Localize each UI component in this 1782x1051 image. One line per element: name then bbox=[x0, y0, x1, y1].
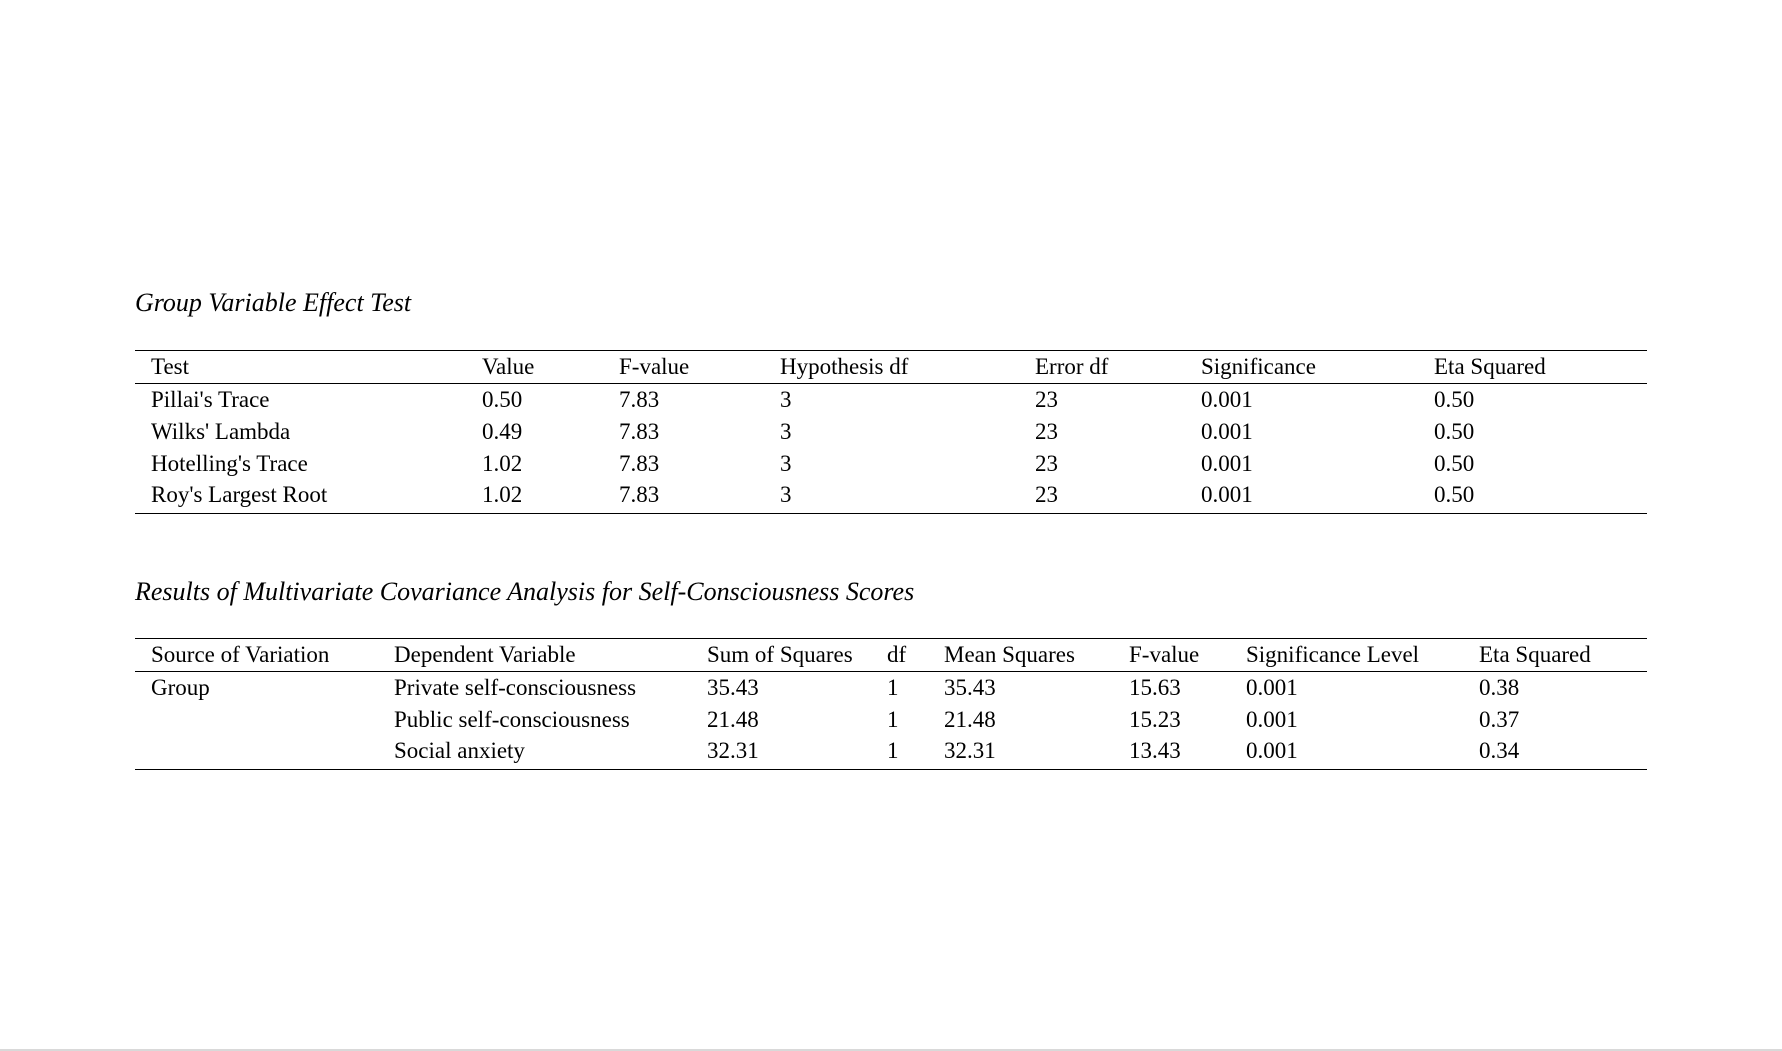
table-cell: 0.50 bbox=[1434, 387, 1475, 412]
table-cell: 1 bbox=[871, 736, 928, 770]
table-cell: 0.37 bbox=[1479, 707, 1520, 732]
table-cell: 0.001 bbox=[1230, 736, 1463, 770]
table-cell: 7.83 bbox=[619, 419, 660, 444]
covariance-analysis-table bbox=[135, 638, 1647, 770]
table-cell: 0.50 bbox=[482, 387, 523, 412]
column-header-sum-of-squares: Sum of Squares bbox=[691, 639, 871, 672]
table-cell: 1.02 bbox=[466, 480, 603, 514]
table-row bbox=[135, 448, 1647, 480]
table-cell: 15.63 bbox=[1129, 675, 1181, 700]
table-cell: Social anxiety bbox=[378, 736, 691, 770]
table-cell: 7.83 bbox=[619, 387, 660, 412]
table-row bbox=[135, 480, 1647, 514]
table-cell: 0.38 bbox=[1479, 675, 1520, 700]
column-header-source-of-variation: Source of Variation bbox=[135, 639, 378, 672]
table-title-group-effect: Group Variable Effect Test bbox=[135, 288, 412, 317]
table-cell: 35.43 bbox=[944, 675, 996, 700]
table-cell: 0.50 bbox=[1418, 480, 1647, 514]
table-row bbox=[135, 704, 1647, 736]
table-cell: 1 bbox=[887, 675, 899, 700]
table-cell: 0.001 bbox=[1201, 419, 1253, 444]
table-cell: 3 bbox=[764, 480, 1019, 514]
table-header-row bbox=[135, 351, 1647, 384]
table-cell: 15.23 bbox=[1129, 707, 1181, 732]
table-row bbox=[135, 384, 1647, 417]
table-cell: 32.31 bbox=[928, 736, 1113, 770]
column-header-df: df bbox=[871, 639, 928, 672]
table-cell: 0.001 bbox=[1246, 675, 1298, 700]
table-cell: 7.83 bbox=[603, 480, 764, 514]
table-cell: 13.43 bbox=[1113, 736, 1230, 770]
column-header-hypothesis-df: Hypothesis df bbox=[764, 351, 1019, 384]
column-header-test: Test bbox=[135, 351, 466, 384]
column-header-f-value: F-value bbox=[603, 351, 764, 384]
table-cell: 23 bbox=[1035, 451, 1058, 476]
table-cell: 0.001 bbox=[1246, 707, 1298, 732]
table-row bbox=[135, 736, 1647, 770]
table-cell: 1 bbox=[887, 707, 899, 732]
column-header-significance: Significance bbox=[1185, 351, 1418, 384]
table-cell: 3 bbox=[780, 419, 792, 444]
table-cell: Hotelling's Trace bbox=[151, 451, 308, 476]
table-cell: Public self-consciousness bbox=[394, 707, 630, 732]
column-header-f-value: F-value bbox=[1113, 639, 1230, 672]
table-row bbox=[135, 672, 1647, 705]
column-header-mean-squares: Mean Squares bbox=[928, 639, 1113, 672]
table-cell: 21.48 bbox=[707, 707, 759, 732]
table-cell: 0.34 bbox=[1463, 736, 1647, 770]
table-cell: 23 bbox=[1035, 387, 1058, 412]
table-cell: 23 bbox=[1035, 419, 1058, 444]
table-cell: 3 bbox=[780, 451, 792, 476]
column-header-eta-squared: Eta Squared bbox=[1463, 639, 1647, 672]
table-cell: 3 bbox=[780, 387, 792, 412]
table-header-row bbox=[135, 639, 1647, 672]
column-header-significance-level: Significance Level bbox=[1230, 639, 1463, 672]
table-cell: 21.48 bbox=[944, 707, 996, 732]
table-cell: 0.49 bbox=[482, 419, 523, 444]
table-cell: Roy's Largest Root bbox=[135, 480, 466, 514]
table-cell: Group bbox=[151, 675, 210, 700]
table-row bbox=[135, 416, 1647, 448]
table-cell: 23 bbox=[1019, 480, 1185, 514]
table-cell: Wilks' Lambda bbox=[151, 419, 291, 444]
table-cell: 1.02 bbox=[482, 451, 523, 476]
column-header-dependent-variable: Dependent Variable bbox=[378, 639, 691, 672]
table-cell: Pillai's Trace bbox=[151, 387, 270, 412]
table-cell: 0.001 bbox=[1185, 480, 1418, 514]
table-cell: 0.001 bbox=[1201, 387, 1253, 412]
table-cell bbox=[135, 736, 378, 770]
table-cell: 0.50 bbox=[1434, 419, 1475, 444]
column-header-value: Value bbox=[466, 351, 603, 384]
table-cell: 0.50 bbox=[1434, 451, 1475, 476]
column-header-error-df: Error df bbox=[1019, 351, 1185, 384]
table-cell bbox=[135, 704, 378, 736]
table-title-covariance-analysis: Results of Multivariate Covariance Analysis for Self-Consciousness Scores bbox=[135, 577, 915, 606]
table-cell: 0.001 bbox=[1201, 451, 1253, 476]
table-cell: Private self-consciousness bbox=[394, 675, 637, 700]
table-cell: 35.43 bbox=[707, 675, 759, 700]
table-cell: 32.31 bbox=[691, 736, 871, 770]
column-header-eta-squared: Eta Squared bbox=[1418, 351, 1647, 384]
group-effect-table bbox=[135, 350, 1647, 514]
table-cell: 7.83 bbox=[619, 451, 660, 476]
